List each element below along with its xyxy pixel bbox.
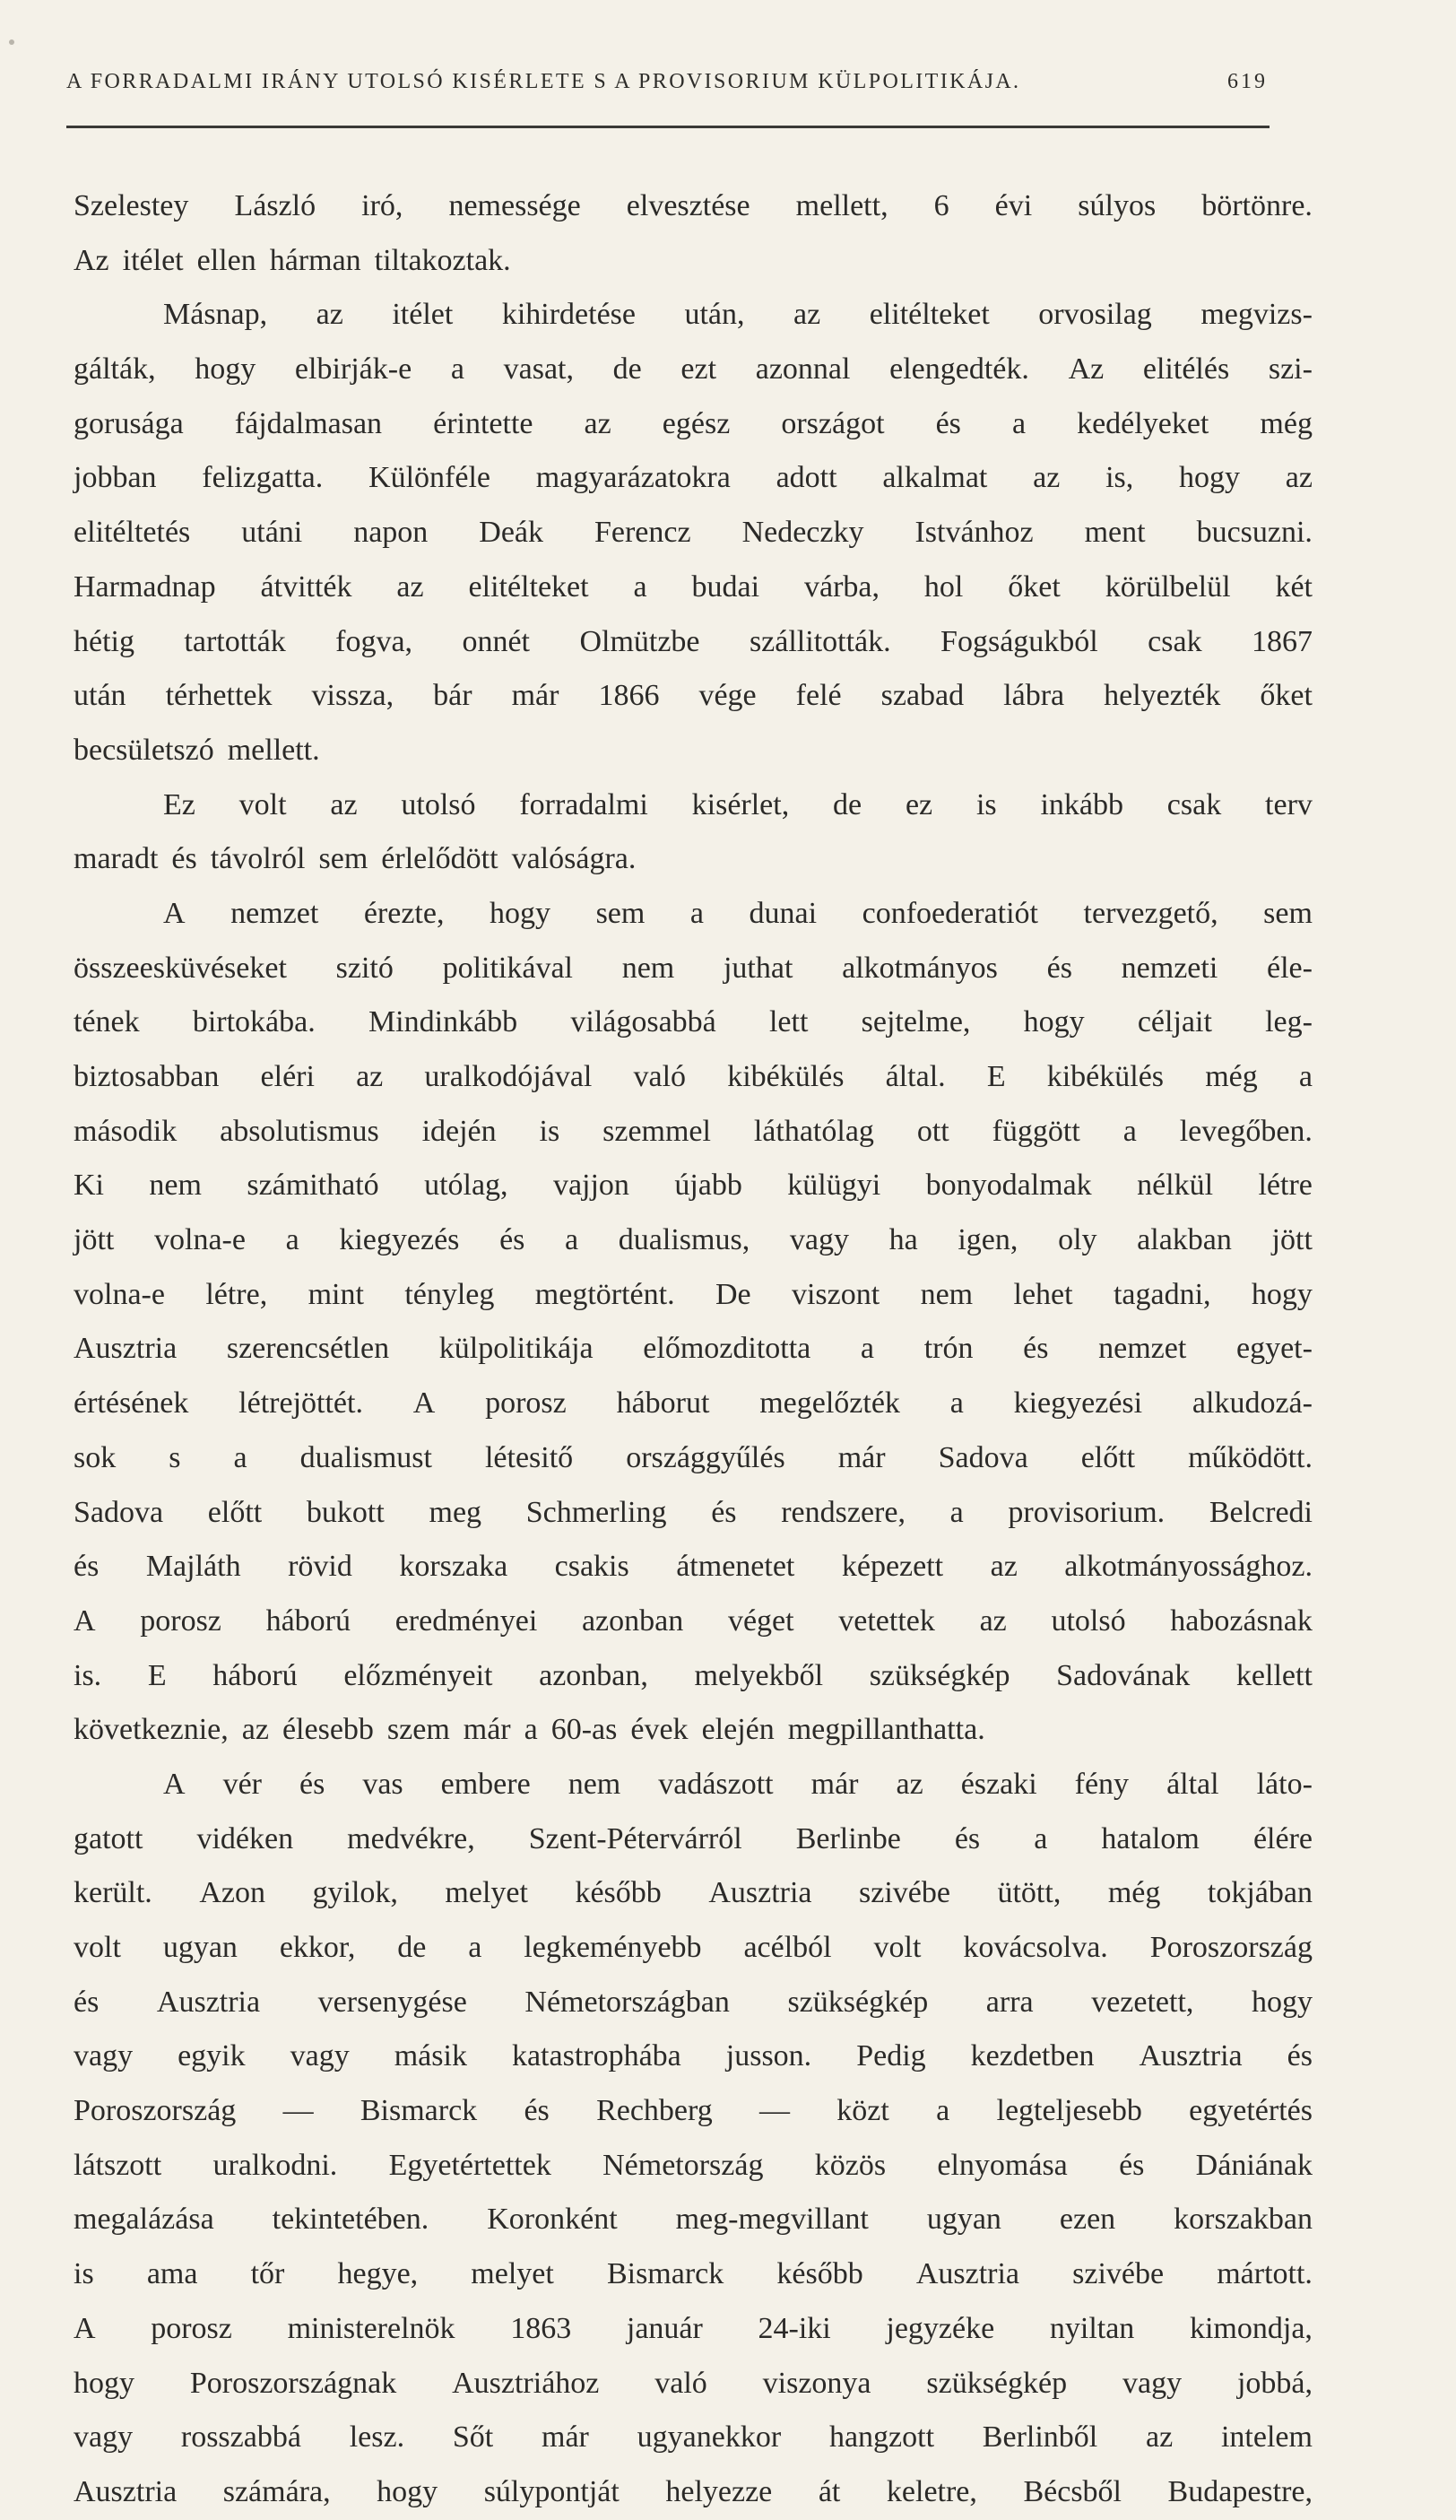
text-line: elitéltetés utáni napon Deák Ferencz Nedeczky Istvánhoz ment bucsuzni. (74, 516, 1313, 550)
text-line: jött volna-e a kiegyezés és a dualismus, vagy ha igen, oly alakban jött (74, 1223, 1313, 1257)
text-line: összeesküvéseket szitó politikával nem juthat alkotmányos és nemzeti éle- (74, 951, 1313, 985)
paper-speck (9, 39, 14, 45)
header-rule (66, 126, 1270, 128)
text-line: megalázása tekintetében. Koronként meg-megvillant ugyan ezen korszakban (74, 2203, 1313, 2237)
text-line: becsületszó mellett. (74, 733, 320, 767)
text-line: sok s a dualismust létesitő országgyűlés már Sadova előtt működött. (74, 1440, 1313, 1474)
text-line: gorusága fájdalmasan érintette az egész országot és a kedélyeket még (74, 406, 1313, 440)
running-head (66, 70, 1268, 94)
text-line: és Majláth rövid korszaka csakis átmenetet képezett az alkotmányossághoz. (74, 1550, 1313, 1584)
text-line: Ki nem számitható utólag, vajjon újabb külügyi bonyodalmak nélkül létre (74, 1169, 1313, 1203)
text-line: került. Azon gyilok, melyet később Ausztria szivébe ütött, még tokjában (74, 1876, 1313, 1910)
page-number: 619 (1227, 70, 1268, 93)
text-line: is. E háború előzményeit azonban, melyekből szükségkép Sadovának kellett (74, 1658, 1313, 1692)
text-line: Ausztria számára, hogy súlypontját helyezze át keletre, Bécsből Budapestre, (74, 2474, 1313, 2508)
text-line: Az itélet ellen hárman tiltakoztak. (74, 243, 511, 277)
text-line: A nemzet érezte, hogy sem a dunai confoederatiót tervezgető, sem (163, 896, 1313, 930)
text-line: vagy rosszabbá lesz. Sőt már ugyanekkor hangzott Berlinből az intelem (74, 2420, 1313, 2455)
text-line: Ez volt az utolsó forradalmi kisérlet, de ez is inkább csak terv (163, 787, 1313, 821)
running-head-title: A FORRADALMI IRÁNY UTOLSÓ KISÉRLETE S A PROVISORIUM KÜLPOLITIKÁJA. (66, 70, 1021, 93)
text-line: Ausztria szerencsétlen külpolitikája előmozditotta a trón és nemzet egyet- (74, 1332, 1313, 1366)
text-line: Szelestey László iró, nemessége elvesztése mellett, 6 évi súlyos börtönre. (74, 189, 1313, 222)
body-text (74, 179, 1313, 2520)
text-line: tének birtokába. Mindinkább világosabbá lett sejtelme, hogy céljait leg- (74, 1005, 1313, 1039)
text-line: A porosz ministerelnök 1863 január 24-iki jegyzéke nyiltan kimondja, (74, 2311, 1313, 2345)
text-line: vagy egyik vagy másik katastrophába jusson. Pedig kezdetben Ausztria és (74, 2039, 1313, 2073)
text-line: A porosz háború eredményei azonban véget vetettek az utolsó habozásnak (74, 1603, 1313, 1638)
text-line: Harmadnap átvitték az elitélteket a budai várba, hol őket körülbelül két (74, 569, 1313, 604)
text-line: Másnap, az itélet kihirdetése után, az elitélteket orvosilag megvizs- (163, 298, 1313, 332)
text-line: látszott uralkodni. Egyetértettek Németország közös elnyomása és Dániának (74, 2148, 1313, 2182)
text-line: következnie, az élesebb szem már a 60-as évek elején megpillanthatta. (74, 1713, 985, 1747)
text-line: után térhettek vissza, bár már 1866 vége felé szabad lábra helyezték őket (74, 679, 1313, 713)
text-line: hétig tartották fogva, onnét Olmützbe szállitották. Fogságukból csak 1867 (74, 624, 1313, 658)
text-line: is ama tőr hegye, melyet Bismarck később Ausztria szivébe mártott. (74, 2257, 1313, 2291)
text-line: hogy Poroszországnak Ausztriához való viszonya szükségkép vagy jobbá, (74, 2366, 1313, 2400)
text-line: gatott vidéken medvékre, Szent-Pétervárról Berlinbe és a hatalom élére (74, 1821, 1313, 1855)
text-line: gálták, hogy elbirják-e a vasat, de ezt azonnal elengedték. Az elitélés szi- (74, 352, 1313, 387)
text-line: Poroszország — Bismarck és Rechberg — közt a legteljesebb egyetértés (74, 2094, 1313, 2128)
text-line: volt ugyan ekkor, de a legkeményebb acélból volt kovácsolva. Poroszország (74, 1931, 1313, 1964)
text-line: Sadova előtt bukott meg Schmerling és rendszere, a provisorium. Belcredi (74, 1495, 1313, 1529)
text-line: volna-e létre, mint tényleg megtörtént. De viszont nem lehet tagadni, hogy (74, 1277, 1313, 1311)
text-line: és Ausztria versenygése Németországban szükségkép arra vezetett, hogy (74, 1985, 1313, 2019)
text-line: jobban felizgatta. Különféle magyarázatokra adott alkalmat az is, hogy az (74, 461, 1313, 495)
text-line: értésének létrejöttét. A porosz háborut megelőzték a kiegyezési alkudozá- (74, 1386, 1313, 1421)
text-line: A vér és vas embere nem vadászott már az északi fény által láto- (163, 1767, 1313, 1801)
text-line: második absolutismus idején is szemmel láthatólag ott függött a levegőben. (74, 1114, 1313, 1148)
text-line: biztosabban eléri az uralkodójával való kibékülés által. E kibékülés még a (74, 1060, 1313, 1093)
text-line: maradt és távolról sem érlelődött valóságra. (74, 842, 637, 876)
